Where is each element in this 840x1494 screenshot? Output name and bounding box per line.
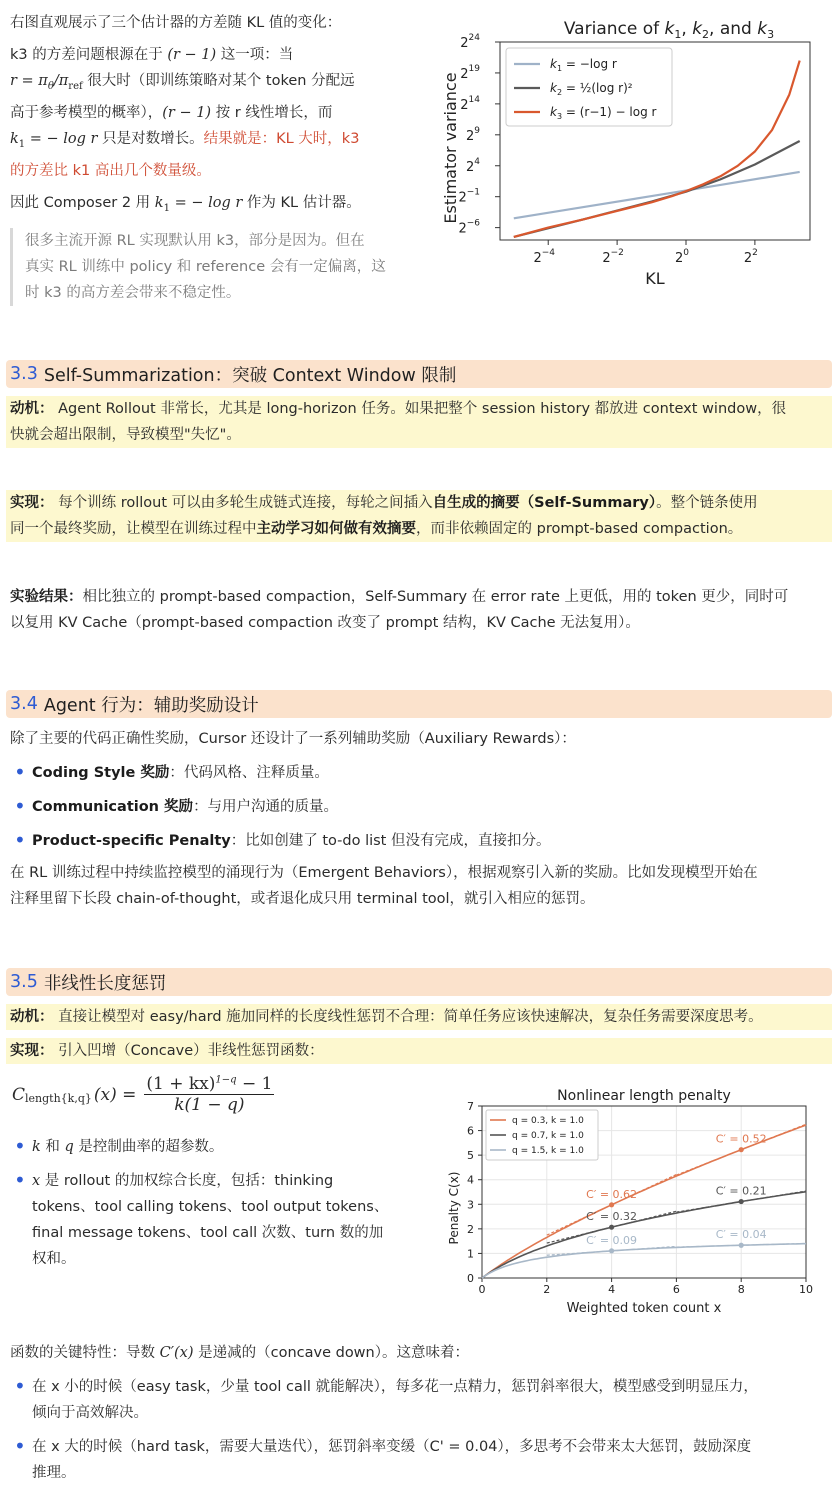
slope-label: C′ = 0.09 (586, 1233, 638, 1247)
y-tick-label: $2^4$ (465, 156, 480, 175)
legend-entry: $k_1 = -\log$ r (550, 57, 617, 73)
legend-entry: q = 0.3, k = 1.0 (512, 1116, 584, 1126)
y-tick-label: 4 (467, 1173, 474, 1187)
x-tick-label: $2^2$ (743, 248, 758, 266)
x-tick-label: 8 (737, 1283, 745, 1296)
x-tick-label: $2^0$ (674, 248, 690, 266)
slope-label: C′ = 0.32 (586, 1210, 638, 1224)
x-tick-label: 2 (543, 1283, 551, 1296)
y-tick-label: $2^{-1}$ (458, 187, 480, 206)
bullet-dot: • (14, 828, 26, 852)
y-tick-label: 0 (467, 1272, 474, 1285)
section-heading-3-4: 3.4 Agent 行为：辅助奖励设计 (6, 690, 832, 718)
s35-param-list (10, 1134, 430, 1272)
s35-key-properties: 函数的关键特性：导数 C′(x) 是递减的（concave down）。这意味着： • 在 x 小的时候（easy task，少量 tool call 就能解决），每多花一点精力，惩罚斜率很大，模型感受到明显压力， 倾向于高效解决。 • 在 x 大的时候（hard task，需要大量迭代），惩罚斜率变缓（C' = 0.04），多思考不会带来太大惩罚，鼓励深度 推理。 (10, 1340, 832, 1486)
list-item: • 在 x 小的时候（easy task，少量 tool call 就能解决），每多花一点精力，惩罚斜率很大，模型感受到明显压力， 倾向于高效解决。 (14, 1374, 758, 1421)
y-tick-label: $2^{14}$ (460, 94, 480, 113)
legend-entry: q = 0.7, k = 1.0 (512, 1131, 584, 1141)
chart-title: Nonlinear length penalty (557, 1088, 731, 1104)
series-line-k2 (514, 141, 800, 237)
list-item: • Product-specific Penalty：比如创建了 to-do list 但没有完成，直接扣分。 (10, 828, 832, 854)
section-heading-3-3: 3.3 Self-Summarization：突破 Context Window 限制 (6, 360, 832, 388)
y-axis-label: Estimator variance (441, 72, 460, 224)
slope-label: C′ = 0.04 (715, 1228, 767, 1242)
y-tick-label: 2 (467, 1222, 474, 1236)
tangent-point (609, 1202, 614, 1207)
legend-entry: $k_2$ = ½(log r)² (550, 81, 633, 97)
x-tick-label: 0 (478, 1283, 486, 1296)
y-tick-label: $2^9$ (465, 125, 480, 144)
list-item: • x 是 rollout 的加权综合长度，包括：thinking tokens、tool calling tokens、tool output tokens、 final message tokens、tool call 次数、turn 数的加 权和。 (14, 1168, 389, 1267)
tangent-point (739, 1147, 744, 1152)
x-axis-label: Weighted token count x (566, 1301, 722, 1316)
tangent-point (739, 1199, 744, 1204)
tangent-point (739, 1243, 744, 1248)
x-tick-label: 4 (608, 1283, 616, 1296)
chart-title: Variance of $k_1$, $k_2$, and $k_3$ (563, 19, 775, 41)
blockquote: 很多主流开源 RL 实现默认用 k3，部分是因为。但在 真实 RL 训练中 policy 和 reference 会有一定偏离，这 时 k3 的高方差会带来不稳定性。 (10, 228, 430, 306)
y-tick-label: 6 (467, 1124, 474, 1138)
y-axis-label: Penalty C(x) (447, 1171, 461, 1245)
s33-implementation: 实现： 每个训练 rollout 可以由多轮生成链式连接，每轮之间插入自生成的摘要（Self-Summary）。整个链条使用 同一个最终奖励，让模型在训练过程中主动学习如何做有效摘要，而非依赖固定的 prompt-based compaction。 (6, 490, 832, 542)
slope-label: C′ = 0.52 (715, 1132, 767, 1146)
y-tick-label: 7 (467, 1100, 474, 1113)
penalty-formula: C $_{length\{k,q\}}$ (x) = $\frac{(1 + kx)^{1-q} - 1}{k(1 - q)}$ (12, 1074, 273, 1115)
y-tick-label: 1 (467, 1247, 474, 1261)
legend-entry: q = 1.5, k = 1.0 (512, 1146, 584, 1156)
series-line-k1 (514, 172, 800, 218)
list-item: • Communication 奖励：与用户沟通的质量。 (10, 794, 832, 820)
slope-label: C′ = 0.62 (586, 1187, 638, 1201)
y-tick-label: 5 (467, 1149, 474, 1163)
x-tick-label: $2^{-2}$ (602, 248, 624, 266)
s33-motive: 动机： Agent Rollout 非常长，尤其是 long-horizon 任务。如果把整个 session history 都放进 context window，很 快就会超出限制，导致模型"失忆"。 (6, 396, 832, 448)
list-item: • k 和 q 是控制曲率的超参数。 (14, 1134, 224, 1158)
list-item: • 在 x 大的时候（hard task，需要大量迭代），惩罚斜率变缓（C' = 0.04），多思考不会带来太大惩罚，鼓励深度 推理。 (14, 1434, 752, 1481)
s35-motive: 动机： 直接让模型对 easy/hard 施加同样的长度线性惩罚不合理：简单任务应该快速解决，复杂任务需要深度思考。 (6, 1004, 832, 1030)
root-cause-paragraph: k3 的方差问题根源在于 (r − 1) 这一项：当 $r = \pi_\theta/\pi_{ref}$ 很大时（即训练策略对某个 token 分配远 高于参考模型的概率），(r − 1) 按 r 线性增长，而 $k_1$ = − log r 只是对数增长。结果就是：KL 大时，k3 的方差比 k1 高出几个数量级。 (10, 47, 360, 179)
y-tick-label: 3 (467, 1198, 474, 1212)
tangent-point (609, 1248, 614, 1253)
y-tick-label: $2^{19}$ (460, 63, 480, 82)
x-tick-label: 6 (672, 1283, 680, 1296)
section-heading-3-5: 3.5 非线性长度惩罚 (6, 968, 832, 996)
tangent-point (609, 1225, 614, 1230)
bullet-dot: • (14, 760, 26, 784)
list-item: • Coding Style 奖励：代码风格、注释质量。 (10, 760, 832, 786)
slope-label: C′ = 0.21 (715, 1184, 767, 1198)
x-axis-label: KL (645, 269, 665, 288)
bullet-dot: • (14, 794, 26, 818)
s35-implementation: 实现： 引入凹增（Concave）非线性惩罚函数： (6, 1038, 832, 1064)
legend-entry: $k_3 = (r-1) - \log r$ (550, 105, 657, 121)
x-tick-label: 10 (799, 1283, 813, 1296)
s34-body: 除了主要的代码正确性奖励，Cursor 还设计了一系列辅助奖励（Auxiliary Rewards）： • Coding Style 奖励：代码风格、注释质量。 • Communication 奖励：与用户沟通的质量。 • Product-specific Penalty：比如创建了 to-do list 但没有完成，直接扣分。 在 RL 训练过程中持续监控模型的涌现行为（Emergent Behaviors），根据观察引入新的奖励。比如发现模型开始在 注释里留下长段 chain-of-thought，或者退化成只用 terminal tool，就引入相应的惩罚。 (10, 726, 832, 912)
s33-result: 实验结果：相比独立的 prompt-based compaction，Self-Summary 在 error rate 上更低，用的 token 更少，同时可 以复用 KV Cache（prompt-based compaction 改变了 prompt 结构，KV Cache 无法复用）。 (10, 589, 789, 631)
intro-line: 右图直观展示了三个估计器的方差随 KL 值的变化： (10, 15, 342, 31)
length-penalty-chart (440, 1080, 836, 1324)
top-text (10, 10, 430, 306)
conclusion-line: 因此 Composer 2 用 $k_1$ = − log r 作为 KL 估计器。 (10, 194, 361, 214)
variance-chart (436, 8, 836, 298)
x-tick-label: $2^{-4}$ (533, 248, 556, 266)
y-tick-label: $2^{-6}$ (458, 218, 480, 237)
y-tick-label: $2^{24}$ (460, 33, 480, 51)
